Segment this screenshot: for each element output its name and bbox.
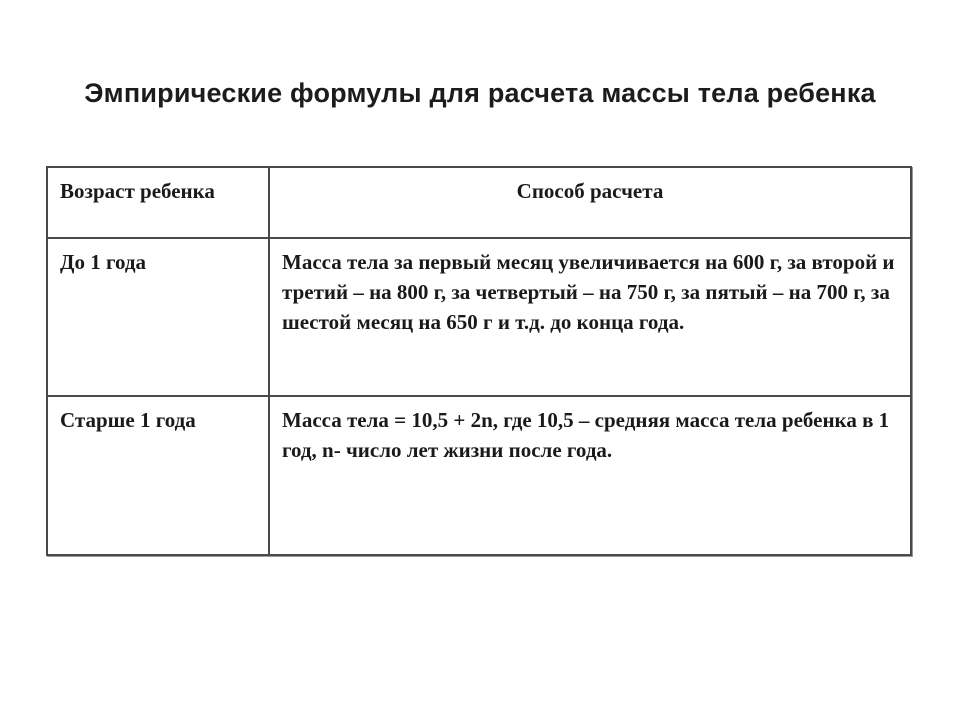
- table: [48, 168, 910, 554]
- header-age: Возраст ребенка: [60, 179, 215, 203]
- row-age-cell: Старше 1 года: [48, 396, 269, 554]
- header-method: Способ расчета: [269, 168, 910, 238]
- row-age-cell: До 1 года: [48, 238, 269, 396]
- table-row: [48, 238, 910, 396]
- row-method-cell: Масса тела за первый месяц увеличивается на 600 г, за второй и третий – на 800 г, за четвертый – на 750 г, за пятый – на 700 г, за шестой месяц на 650 г и т.д. до конца года.: [269, 238, 910, 396]
- slide-title: Эмпирические формулы для расчета массы тела ребенка: [84, 78, 876, 108]
- table-header-row: [48, 168, 910, 238]
- table-row: [48, 396, 910, 554]
- row-method-cell: Масса тела = 10,5 + 2n, где 10,5 – средняя масса тела ребенка в 1 год, n- число лет жизни после года.: [269, 396, 910, 554]
- weight-formulas-table: [46, 166, 912, 556]
